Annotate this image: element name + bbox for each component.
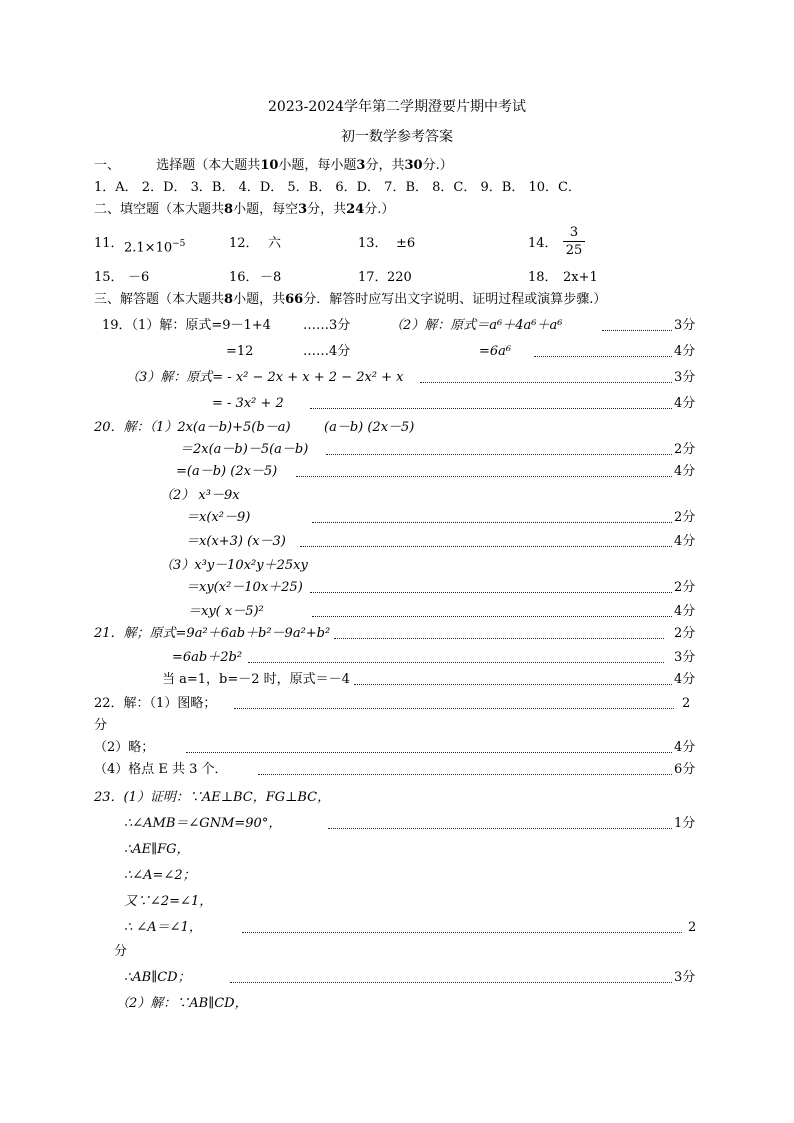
section-1-heading: 一、 选择题（本大题共10小题，每小题3分，共30分.） — [94, 158, 453, 173]
q20-leader-9 — [312, 616, 672, 617]
q22-line-3-points: 6分 — [674, 762, 696, 777]
q20-line-8-points: 2分 — [674, 580, 696, 595]
q19-line-1-points: ……3分 — [303, 318, 351, 333]
q19-line-1: 19．（1）解：原式=9－1+4 — [102, 318, 271, 333]
q16-label: 16． — [229, 270, 259, 285]
q22-line-1: 22．解：（1）图略； — [94, 696, 217, 711]
q17-answer: 220 — [387, 270, 412, 285]
q15-answer: －6 — [128, 270, 150, 285]
q20-line-8: ＝xy(x²－10x＋25) — [186, 580, 303, 595]
q22-leader-3 — [258, 774, 672, 775]
section-3-number: 三、 — [94, 292, 121, 307]
q23-line-7: ∴AB∥CD； — [124, 970, 191, 985]
q20-leader-5 — [312, 522, 672, 523]
q23-leader-6 — [242, 932, 682, 933]
exam-title: 2023-2024学年第二学期澄要片期中考试 — [268, 99, 526, 115]
q20-leader-2 — [326, 454, 672, 455]
q22-leader-1 — [234, 708, 674, 709]
q20-line-6: ＝x(x+3) (x－3) — [186, 534, 286, 549]
q20-line-3-points: 4分 — [674, 464, 696, 479]
q23-line-3: ∴AE∥FG， — [124, 842, 190, 857]
q21-line-1-points: 2分 — [674, 626, 696, 641]
q14-numerator: 3 — [563, 224, 585, 242]
q19-leader-2 — [534, 356, 672, 357]
section-2-heading: 二、填空题（本大题共8小题，每空3分，共24分.） — [94, 202, 395, 217]
q19-line-3: （3）解：原式= - x² − 2x + x + 2 − 2x² + x — [126, 370, 404, 385]
q23-line-6-wrap: 分 — [114, 944, 128, 959]
q14-denominator: 25 — [565, 243, 583, 258]
q13-label: 13． — [358, 236, 388, 251]
q20-line-5-points: 2分 — [674, 510, 696, 525]
q22-line-3: （4）格点 E 共 3 个． — [94, 762, 228, 777]
q21-line-3-points: 4分 — [674, 672, 696, 687]
q20-line-1b: (a－b) (2x－5) — [324, 420, 415, 435]
q19-line-4: = - 3x² + 2 — [212, 396, 284, 411]
q19-line-4-points: 4分 — [674, 396, 696, 411]
q19-line-2-points: ……4分 — [303, 344, 351, 359]
q17-label: 17． — [358, 270, 388, 285]
section-3-heading: 三、解答题（本大题共8小题，共66分．解答时应写出文字说明、证明过程或演算步骤.） — [94, 292, 607, 307]
q23-line-6-points: 2 — [688, 920, 697, 935]
q21-leader-3 — [354, 684, 672, 685]
q19-line-1b-points: 3分 — [674, 318, 696, 333]
q19-line-2b: =6a⁶ — [479, 344, 512, 359]
q20-line-3: =(a－b) (2x－5) — [176, 464, 278, 479]
q19-line-2b-points: 4分 — [674, 344, 696, 359]
q23-line-5: 又∵∠2=∠1， — [124, 894, 213, 909]
q23-line-2: ∴∠AMB＝∠GNM=90°， — [124, 816, 282, 831]
q22-line-1-points: 2 — [682, 696, 691, 711]
q23-line-4: ∴∠A=∠2； — [124, 868, 196, 883]
q19-leader-1 — [602, 330, 672, 331]
q23-line-6: ∴ ∠A＝∠1， — [124, 920, 202, 935]
q20-line-2: ＝2x(a－b)－5(a－b) — [180, 442, 309, 457]
q20-line-5: ＝x(x²－9) — [186, 510, 251, 525]
q23-line-7-points: 3分 — [674, 970, 696, 985]
q20-line-6-points: 4分 — [674, 534, 696, 549]
q22-leader-2 — [186, 752, 672, 753]
q22-line-2-points: 4分 — [674, 740, 696, 755]
q11-answer: $2.1\times 10^{-5}$ — [124, 239, 186, 256]
q21-line-2-points: 3分 — [674, 650, 696, 665]
q23-leader-7 — [230, 982, 672, 983]
q14-answer-fraction — [563, 224, 585, 259]
q12-answer: 六 — [268, 236, 282, 251]
q22-line-1-wrap: 分 — [94, 718, 108, 733]
q21-leader-1 — [334, 638, 664, 639]
q15-label: 15． — [94, 270, 124, 285]
q23-line-8: （2）解：∵AB∥CD， — [116, 996, 248, 1011]
q19-line-1b: （2）解：原式＝a⁶＋4a⁶＋a⁶ — [390, 318, 563, 333]
q20-line-9-points: 4分 — [674, 604, 696, 619]
q23-line-1: 23．(1）证明：∵AE⊥BC，FG⊥BC， — [94, 790, 331, 805]
q22-line-2: （2）略； — [94, 740, 155, 755]
q12-label: 12． — [229, 236, 259, 251]
q18-label: 18． — [528, 270, 558, 285]
q23-line-2-points: 1分 — [674, 816, 696, 831]
q11-label: 11． — [94, 236, 124, 251]
q20-leader-8 — [310, 592, 672, 593]
q19-leader-4 — [310, 408, 672, 409]
q19-line-2: =12 — [226, 344, 254, 359]
q19-leader-3 — [420, 382, 672, 383]
q20-line-4: （2） x³－9x — [160, 488, 240, 503]
exam-subtitle: 初一数学参考答案 — [341, 129, 453, 145]
section-1-number: 一、 — [94, 158, 121, 173]
section-2-number: 二、 — [94, 202, 121, 217]
q21-line-2: =6ab＋2b² — [172, 650, 243, 665]
q20-leader-3 — [296, 476, 672, 477]
q21-leader-2 — [248, 662, 664, 663]
q19-line-3-points: 3分 — [674, 370, 696, 385]
q14-label: 14． — [528, 236, 558, 251]
q18-answer: 2x+1 — [563, 270, 598, 285]
q20-line-9: ＝xy( x－5)² — [188, 604, 264, 619]
q13-answer: ±6 — [396, 236, 416, 251]
q21-line-3: 当 a=1，b=－2 时，原式＝－4 — [162, 672, 350, 687]
q20-line-7: （3）x³y－10x²y＋25xy — [160, 558, 308, 573]
q16-answer: －8 — [260, 270, 282, 285]
q20-leader-6 — [300, 546, 672, 547]
q23-leader-2 — [328, 828, 672, 829]
q21-line-1: 21．解；原式=9a²＋6ab＋b²－9a²+b² — [94, 626, 331, 641]
q20-line-1: 20．解：（1）2x(a－b)+5(b－a) — [94, 420, 291, 435]
q20-line-2-points: 2分 — [674, 442, 696, 457]
section-1-answers: 1．A． 2．D． 3．B． 4．D． 5．B． 6．D． 7．B． 8．C． 9．B． 10．C． — [94, 180, 581, 195]
